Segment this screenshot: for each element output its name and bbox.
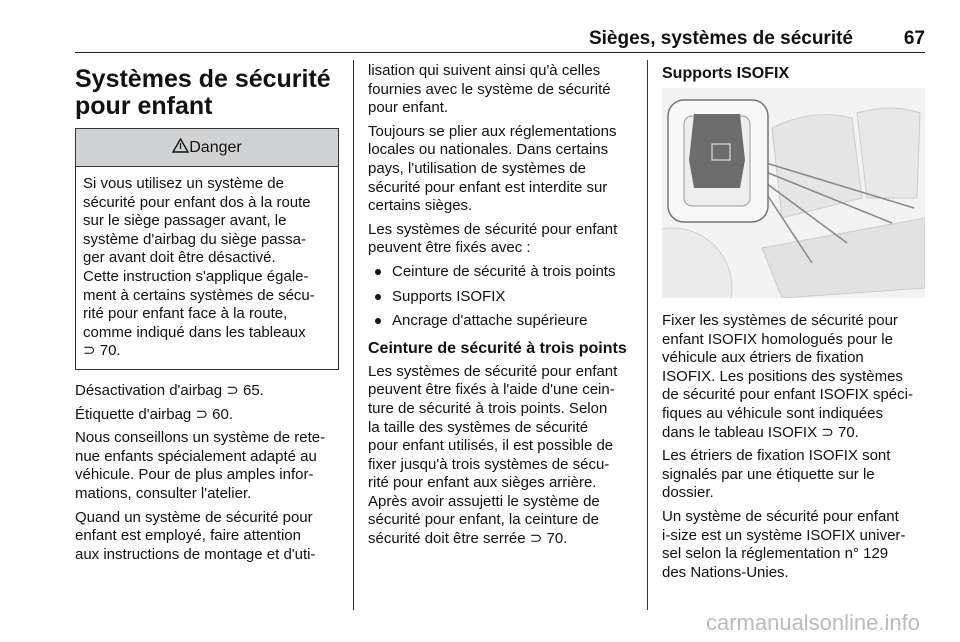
paragraph: Les systèmes de sécurité pour enfant peuvent être fixés avec : [368,220,618,257]
paragraph: Nous conseillons un système de rete- nue enfants spécialement adapté au véhicule. Pour de plus amples infor- mations, consulter l'atelier. [75,429,326,502]
paragraph: Quand un système de sécurité pour enfant est employé, faire attention aux instructions de montage et d'uti- [75,508,316,563]
isofix-illustration [662,88,925,298]
warning-triangle-icon [172,138,189,153]
isofix-seat-image [662,88,925,298]
danger-label: Danger [189,139,242,156]
list-item: Supports ISOFIX [368,288,636,307]
column-divider [353,60,354,610]
paragraph: Les systèmes de sécurité pour enfant peuvent être fixés à l'aide d'une cein- ture de sécurité à trois points. Selon la taille des systèmes de sécurité pour enfant utilisés, il est possible de fixer jusqu'à trois systèmes de sécu- rité pour enfant aux sièges arrière. Après avoir assujetti le système de sécurité pour enfant, la ceinture de sécurité doit être serrée ⊃ 70. [368,362,618,548]
page-number: 67 [903,28,925,49]
danger-text: Si vous utilisez un système de sécurité pour enfant dos à la route sur le siège passager avant, le système d'airbag du siège passa- ger avant doit être désactivé. Cette instruction s'applique égale- ment à certains systèmes de sécu- rité pour enfant face à la route, comme indiqué dans les tableaux ⊃ 70. [83,175,315,360]
danger-header [76,129,338,167]
danger-box [75,128,339,370]
list-item: Ancrage d'attache supérieure [368,312,636,331]
paragraph: lisation qui suivent ainsi qu'à celles fournies avec le système de sécurité pour enfant. [368,62,611,117]
paragraph: Fixer les systèmes de sécurité pour enfant ISOFIX homologués pour le véhicule aux étriers de fixation ISOFIX. Les positions des systèmes de sécurité pour enfant ISOFIX spéci- fiques au véhicule sont indiquées dans le tableau ISOFIX ⊃ 70. [662,312,913,441]
section-heading: Ceinture de sécurité à trois points [368,339,627,357]
paragraph: Les étriers de fixation ISOFIX sont signalés par une étiquette sur le dossier. [662,447,891,502]
paragraph: Un système de sécurité pour enfant i-size est un système ISOFIX univer- sel selon la réglementation n° 129 des Nations-Unies. [662,507,906,581]
column-1 [75,66,339,569]
column-2 [368,62,636,554]
column-3 [662,64,930,587]
page-header [75,26,925,53]
section-title: Sièges, systèmes de sécurité [588,28,853,49]
fixing-methods-list [368,263,636,331]
watermark: carmanualsonline.info [705,610,920,635]
paragraph: Toujours se plier aux réglementations locales ou nationales. Dans certains pays, l'utilisation de systèmes de sécurité pour enfant est interdite sur certains sièges. [368,122,617,215]
section-heading: Supports ISOFIX [662,65,790,82]
paragraph: Désactivation d'airbag ⊃ 65. [75,381,264,399]
list-item: Ceinture de sécurité à trois points [368,263,636,282]
column-divider [647,60,648,610]
paragraph: Étiquette d'airbag ⊃ 60. [75,405,234,423]
chapter-title: Systèmes de sécurité pour enfant [75,65,331,120]
